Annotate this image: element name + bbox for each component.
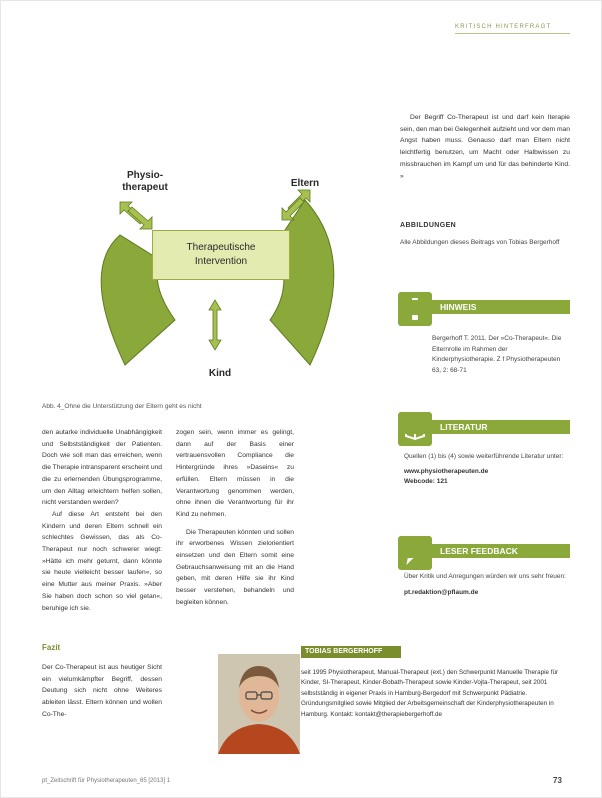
hinweis-header: [398, 300, 570, 314]
feedback-heading: LESER FEEDBACK: [440, 546, 518, 556]
feedback-text: Über Kritik und Anregungen würden wir uns sehr freuen:: [404, 573, 566, 580]
label-eltern: Eltern: [290, 178, 320, 189]
body-column-3: [400, 112, 570, 212]
literatur-text: Quellen (1) bis (4) sowie weiterführende Literatur unter:: [404, 453, 564, 460]
author-photo: [218, 654, 300, 754]
footer-journal: pt_Zeitschrift für Physiotherapeuten_65 [2013] 1: [42, 778, 171, 784]
literatur-heading: LITERATUR: [440, 422, 488, 432]
hinweis-heading: HINWEIS: [440, 302, 477, 312]
center-label-line2: Intervention: [194, 256, 248, 267]
author-bio: seit 1995 Physiotherapeut, Manual-Therapeut (ext.) den Schwerpunkt Manuelle Therapie für Kinder, SI-Therapeut, Kinder-Bobath-Therapeut sowie Kinder-Vojta-Therapeut, seit 2001 selbstständig in eigener Praxis in Hamburg-Bergedorf mit Schwerpunkt Pädiatrie. Gründungsmitglied sowie Mitglied der Arbeitsgemeinschaft der Kinderphysiotherapeuten in Hamburg. Kontakt: kontakt@therapiebergerhoff.de: [301, 669, 559, 718]
author-name: TOBIAS BERGERHOFF: [301, 646, 401, 658]
body-column-1: [42, 427, 162, 612]
header-rule: [455, 33, 570, 34]
therapeutic-intervention-box: [152, 230, 290, 280]
body-column-2: [176, 427, 294, 606]
arc-eltern: [270, 200, 334, 365]
fazit-heading: Fazit: [42, 643, 61, 652]
abbildungen-heading: ABBILDUNGEN: [400, 222, 457, 229]
figure-caption: Abb. 4_Ohne die Unterstützung der Eltern geht es nicht: [42, 403, 202, 410]
page-number: 73: [553, 776, 562, 785]
col2-paragraph-1: zogen sein, wenn immer es gelingt, dann auf der Basis einer vertrauensvollen Compliance die Hintergründe ihres »Daseins« zu erfüllen. Eltern müssen in die Verantwortung genommen werden, ohne ihnen die Verantwortung für ihr Kind zu nehmen.: [176, 429, 294, 518]
center-label-line1: Therapeutische: [186, 242, 256, 253]
feedback-body: [404, 572, 569, 598]
cotherapy-diagram: [70, 150, 370, 385]
label-physiotherapeut: Physio- therapeut: [122, 170, 168, 193]
arrow-left: [120, 202, 152, 229]
feedback-email[interactable]: pt.redaktion@pflaum.de: [404, 588, 479, 596]
hinweis-text: Bergerhoff T. 2011. Der »Co-Therapeut«. Die Elternrolle im Rahmen der Kinderphysiotherapie. Z f Physiotherapeuten 63, 2: 68-71: [432, 335, 562, 374]
literatur-link[interactable]: www.physiotherapeuten.de: [404, 467, 489, 475]
arrow-bottom: [209, 300, 221, 350]
col1-paragraph-2: Auf diese Art entsteht bei den Kindern und deren Eltern schnell ein schlechtes Gewissen, das als Co-Therapeut nur noch schwerer wiegt: »Hätte ich mehr geturnt, dann könnte sie heute vielleicht besser laufen«, so eine Mutter aus meiner Praxis. »Aber Sie haben doch schon so viel getan«, beruhige ich sie.: [42, 510, 162, 612]
col3-paragraph-1: Der Begriff Co-Therapeut ist und darf kein Iterapie sein, den man bei Gelegenheit aufzieht und vor dem man Angst haben muss. Genauso darf man Eltern nicht leichtfertig benutzen, um Macht oder Halbwissen zu missbrauchen im Kampf um und für das behinderte Kind. »: [400, 114, 570, 180]
col2-paragraph-2: Die Therapeuten könnten und sollen ihr erworbenes Wissen zielorientiert einsetzen und den Eltern somit eine Gebrauchsanweisung mit an die Hand geben, mit deren Hilfe sie ihr Kind besser verstehen, behandeln und begleiten können.: [176, 528, 294, 606]
fazit-text: Der Co-Therapeut ist aus heutiger Sicht ein vielumkämpfter Begriff, dessen Deutung sich nicht ohne Weiteres ableiten lässt. Eltern können und wollen Co-The-: [42, 664, 162, 718]
literatur-webcode: Webcode: 121: [404, 478, 448, 485]
literatur-body: [404, 452, 569, 488]
feedback-header: [398, 544, 570, 558]
abbildungen-text: Alle Abbildungen dieses Beitrags von Tobias Bergerhoff: [400, 239, 560, 246]
col1-paragraph-1: den autarke individuelle Unabhängigkeit und Selbstständigkeit der Patienten. Doch wie soll man das erreichen, wenn die Therapie intransparent erscheint und die zu erlernenden Übungsprogramme, um den Alltag erleichtern helfen sollen, nicht verstanden werden?: [42, 429, 162, 507]
literatur-header: [398, 420, 570, 434]
label-kind: Kind: [208, 368, 232, 379]
running-head: KRITISCH HINTERFRAGT: [455, 24, 552, 30]
